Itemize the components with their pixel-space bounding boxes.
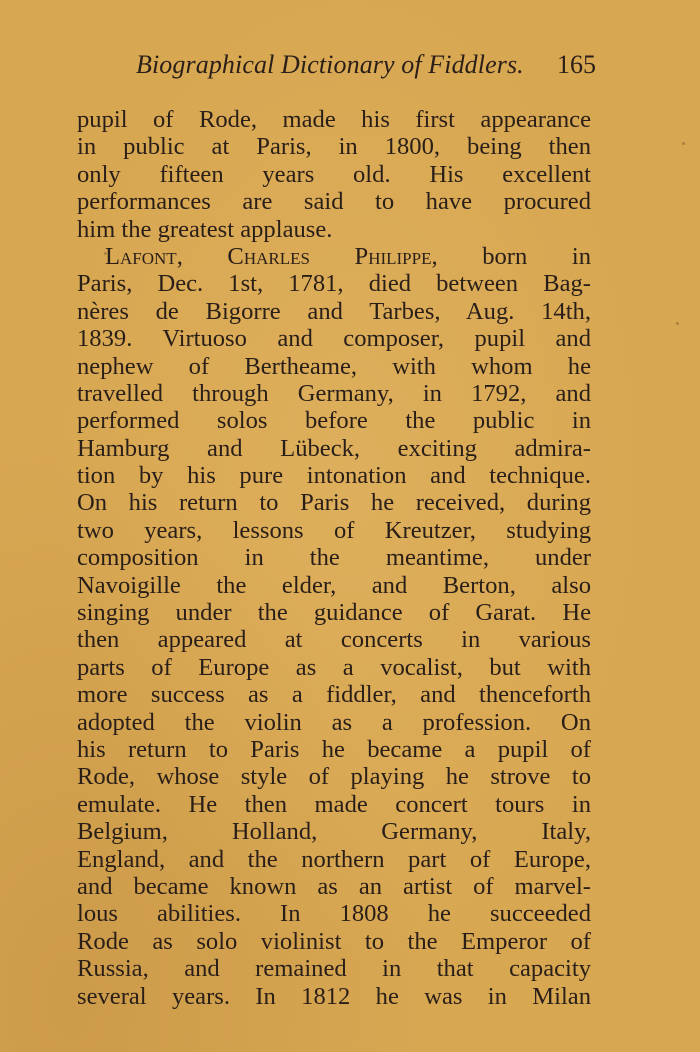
text-line: nephew of Bertheame, with whom he	[77, 352, 591, 380]
text-line: performed solos before the public in	[77, 407, 591, 435]
text-line: Belgium, Holland, Germany, Italy,	[77, 818, 591, 846]
text-line: Russia, and remained in that capacity	[77, 955, 591, 983]
page-number: 165	[557, 50, 596, 79]
body-text	[77, 106, 591, 1010]
text-line: singing under the guidance of Garat. He	[77, 599, 591, 627]
paper-speck	[676, 322, 679, 325]
text-line: tion by his pure intonation and technique.	[77, 462, 591, 490]
text-line: On his return to Paris he received, during	[77, 489, 591, 517]
text-line: 1839. Virtuoso and composer, pupil and	[77, 325, 591, 353]
text-line: travelled through Germany, in 1792, and	[77, 379, 591, 407]
text-line: several years. In 1812 he was in Milan	[77, 982, 591, 1010]
text-line: Paris, Dec. 1st, 1781, died between Bag-	[77, 270, 591, 298]
text-line: nères de Bigorre and Tarbes, Aug. 14th,	[77, 297, 591, 325]
text-line: him the greatest applause.	[77, 215, 333, 243]
paper-speck	[682, 142, 685, 145]
entry-heading-line	[77, 243, 591, 270]
text-line: his return to Paris he became a pupil of	[77, 735, 591, 763]
text-line: two years, lessons of Kreutzer, studying	[77, 516, 591, 544]
entry-heading-rest: born in	[437, 242, 591, 270]
text-line: composition in the meantime, under	[77, 544, 591, 572]
text-line: lous abilities. In 1808 he succeeded	[77, 900, 591, 928]
running-head	[130, 50, 600, 86]
text-line: Rode as solo violinist to the Emperor of	[77, 927, 591, 955]
text-line: adopted the violin as a profession. On	[77, 708, 591, 736]
text-line: only fifteen years old. His excellent	[77, 160, 591, 188]
text-line: England, and the northern part of Europe,	[77, 845, 591, 873]
entry-name: Lafont, Charles Philippe,	[105, 242, 438, 270]
paper-speck	[104, 252, 107, 255]
running-title: Biographical Dictionary of Fiddlers.	[136, 50, 524, 79]
text-line: Navoigille the elder, and Berton, also	[77, 571, 591, 599]
text-line: emulate. He then made concert tours in	[77, 790, 591, 818]
text-line: Hamburg and Lübeck, exciting admira-	[77, 434, 591, 462]
text-line: Rode, whose style of playing he strove to	[77, 763, 591, 791]
text-line: performances are said to have procured	[77, 188, 591, 216]
text-line: in public at Paris, in 1800, being then	[77, 133, 591, 161]
text-line: more success as a fiddler, and thenceforth	[77, 681, 591, 709]
text-line: and became known as an artist of marvel-	[77, 872, 591, 900]
text-line: pupil of Rode, made his first appearance	[77, 106, 591, 133]
text-line: then appeared at concerts in various	[77, 626, 591, 654]
text-line: parts of Europe as a vocalist, but with	[77, 653, 591, 681]
